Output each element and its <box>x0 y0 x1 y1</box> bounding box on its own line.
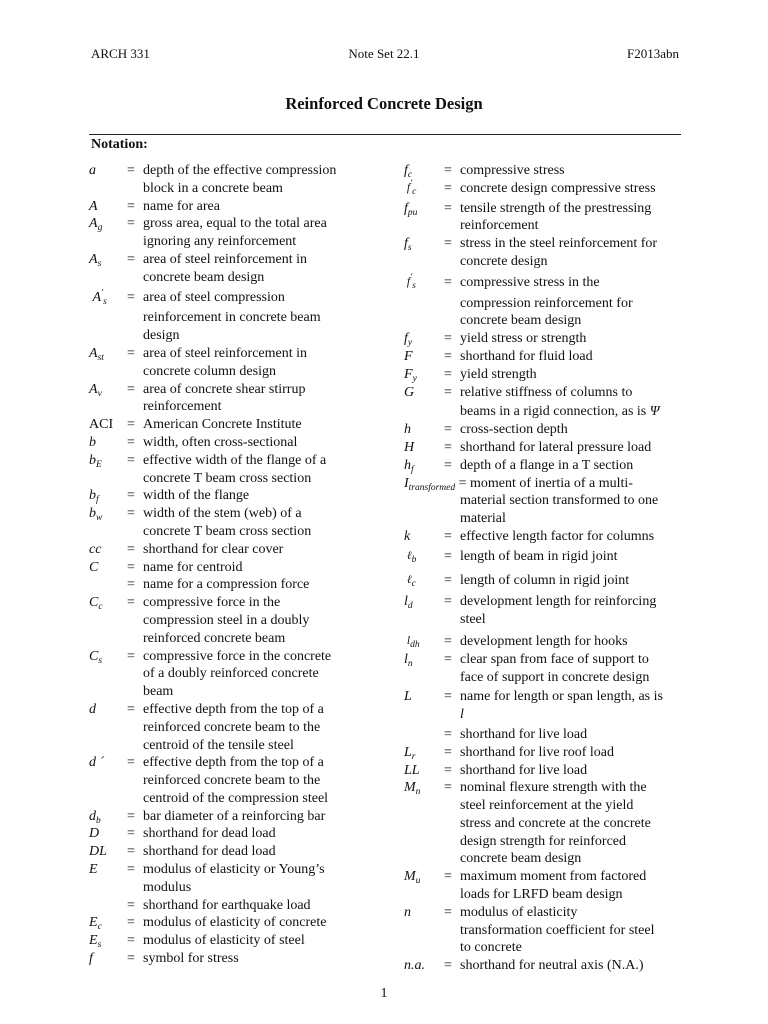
notation-entry <box>89 594 364 647</box>
notation-definition: bar diameter of a reinforcing bar <box>143 808 326 824</box>
equals-sign: = <box>127 488 135 504</box>
page-title: Reinforced Concrete Design <box>285 94 483 113</box>
notation-definition: clear span from face of support to face of support in concrete design <box>460 651 650 685</box>
notation-definition: symbol for stress <box>143 951 239 967</box>
notation-entry <box>404 868 689 904</box>
notation-symbol: k <box>404 528 411 544</box>
notation-entry <box>404 439 689 457</box>
notation-symbol: $f_y$ <box>404 331 413 349</box>
notation-symbol: $F_y$ <box>404 366 417 384</box>
notation-entry <box>89 541 364 559</box>
notation-symbol: $b_E$ <box>89 452 102 470</box>
notation-entry <box>89 416 364 434</box>
equals-sign: = <box>127 915 135 931</box>
notation-entry <box>404 548 689 566</box>
notation-entry <box>404 633 689 651</box>
notation-symbol: ℓ$_c$ <box>406 573 416 589</box>
notation-symbol: G <box>404 384 415 400</box>
notation-definition: concrete design compressive stress <box>460 180 656 196</box>
notation-definition: width, often cross-sectional <box>143 434 298 450</box>
notation-symbol: $A_g$ <box>89 216 103 234</box>
equals-sign: = <box>127 826 135 842</box>
notation-column-right <box>404 162 689 975</box>
notation-entry <box>404 330 689 348</box>
notation-definition: shorthand for neutral axis (N.A.) <box>460 958 644 974</box>
notation-definition: effective depth from the top of a reinforced concrete beam to the centroid of the tensile steel <box>143 701 324 753</box>
notation-definition: shorthand for earthquake load <box>143 897 311 913</box>
notation-symbol: d <box>89 701 96 717</box>
equals-sign: = <box>444 780 452 796</box>
notation-definition: shorthand for live load <box>460 726 588 742</box>
notation-entry <box>404 235 689 271</box>
notation-entry <box>404 904 689 957</box>
notation-entry <box>404 779 689 868</box>
notation-definition: shorthand for live load <box>460 762 588 778</box>
notation-definition: stress in the steel reinforcement for concrete design <box>460 236 658 269</box>
notation-symbol: D <box>89 826 100 842</box>
notation-definition: American Concrete Institute <box>143 417 302 433</box>
notation-entry <box>404 572 689 590</box>
notation-entry <box>404 384 689 422</box>
notation-entry <box>404 593 689 629</box>
notation-symbol: H <box>404 439 415 455</box>
notation-definition: effective width of the flange of a concrete T beam cross section <box>143 452 327 486</box>
notation-symbol: ℓ$_b$ <box>406 549 417 565</box>
notation-entry <box>89 861 364 897</box>
notation-symbol: E <box>89 862 98 878</box>
notation-entry <box>89 559 364 577</box>
notation-entry <box>404 162 689 180</box>
notation-definition: name for a compression force <box>143 577 310 593</box>
equals-sign: = <box>444 366 452 382</box>
equals-sign: = <box>444 163 452 178</box>
notation-entry <box>89 914 364 932</box>
notation-entry <box>89 897 364 915</box>
equals-sign: = <box>444 200 452 216</box>
equals-sign: = <box>444 633 452 649</box>
notation-symbol: n <box>404 904 411 920</box>
notation-symbol: $b_w$ <box>89 506 103 524</box>
notation-definition: relative stiffness of columns to beams in a rigid connection, as is Ψ <box>460 384 660 420</box>
equals-sign: = <box>444 572 452 588</box>
notation-entry <box>89 843 364 861</box>
equals-sign: = <box>127 808 135 824</box>
notation-definition: modulus of elasticity of concrete <box>143 915 327 931</box>
equals-sign: = <box>444 904 452 920</box>
notation-definition: development length for reinforcing steel <box>460 594 657 628</box>
notation-entry <box>404 726 689 744</box>
notation-symbol: d ´ <box>89 755 105 771</box>
notation-symbol: $M_n$ <box>404 780 421 798</box>
notation-definition: area of concrete shear stirrup reinforcement <box>143 381 306 415</box>
notation-definition: name for length or span length, as is l <box>460 689 663 723</box>
notation-entry <box>89 754 364 807</box>
notation-definition: effective depth from the top of a reinforced concrete beam to the centroid of the compression steel <box>143 755 329 806</box>
equals-sign: = <box>127 345 135 361</box>
equals-sign: = <box>127 844 135 860</box>
equals-sign: = <box>127 577 135 593</box>
notation-definition: nominal flexure strength with the steel reinforcement at the yield stress and concrete at the concrete design strength for reinforced concrete beam design <box>460 780 651 867</box>
notation-definition: shorthand for lateral pressure load <box>460 439 652 455</box>
notation-entry <box>404 688 689 724</box>
equals-sign: = <box>444 384 452 400</box>
notation-entry <box>89 345 364 381</box>
notation-entry <box>89 576 364 594</box>
notation-symbol: cc <box>89 541 102 557</box>
notation-symbol: $l_n$ <box>404 651 413 669</box>
notation-definition: shorthand for dead load <box>143 844 276 860</box>
notation-symbol: $b_f$ <box>89 488 99 506</box>
notation-symbol: $f_c$ <box>404 163 413 180</box>
notation-entry <box>404 366 689 384</box>
notation-entry <box>89 162 364 198</box>
notation-definition: length of beam in rigid joint <box>460 548 618 564</box>
notation-symbol: a <box>89 163 96 178</box>
equals-sign: = <box>444 236 452 252</box>
notation-definition: $I_{transformed}$ = moment of inertia of a multi- material section transformed to one material <box>404 475 659 527</box>
notation-definition: name for area <box>143 198 220 214</box>
notation-entry <box>404 651 689 687</box>
notation-symbol: $A'_s$ <box>92 287 107 307</box>
notation-entry <box>404 421 689 439</box>
page-number: 1 <box>380 986 388 1001</box>
equals-sign: = <box>127 648 135 664</box>
equals-sign: = <box>127 541 135 557</box>
notation-entry <box>404 180 689 198</box>
notation-symbol: C <box>89 559 99 575</box>
notation-symbol: $h_f$ <box>404 457 414 475</box>
notation-symbol: $C_s$ <box>89 648 103 666</box>
notation-symbol: $M_u$ <box>404 869 421 887</box>
equals-sign: = <box>127 251 135 267</box>
notation-entry <box>89 950 364 968</box>
equals-sign: = <box>444 726 452 742</box>
notation-definition: area of steel reinforcement in concrete column design <box>143 345 308 379</box>
notation-definition: compressive stress in the compression reinforcement for concrete beam design <box>460 274 633 329</box>
notation-definition: shorthand for fluid load <box>460 348 593 364</box>
notation-entry <box>89 505 364 541</box>
equals-sign: = <box>127 417 135 433</box>
notation-symbol: A <box>89 198 98 214</box>
notation-definition: shorthand for clear cover <box>143 541 284 557</box>
notation-symbol: h <box>404 422 411 438</box>
notation-definition: modulus of elasticity or Young’s modulus <box>143 862 325 895</box>
equals-sign: = <box>127 933 135 949</box>
equals-sign: = <box>127 862 135 878</box>
equals-sign: = <box>127 198 135 214</box>
equals-sign: = <box>444 331 452 347</box>
equals-sign: = <box>444 180 452 196</box>
equals-sign: = <box>444 689 452 705</box>
equals-sign: = <box>127 163 135 178</box>
equals-sign: = <box>127 434 135 450</box>
notation-definition: depth of a flange in a T section <box>460 457 634 473</box>
notation-entry <box>404 528 689 546</box>
notation-symbol: $f_{pu}$ <box>404 200 418 218</box>
notation-symbol: $f'_s$ <box>406 272 416 291</box>
equals-sign: = <box>127 755 135 771</box>
notation-symbol: f <box>89 951 93 967</box>
notation-entry <box>89 452 364 488</box>
notation-definition: tensile strength of the prestressing reinforcement <box>460 200 652 234</box>
notation-definition: gross area, equal to the total area ignoring any reinforcement <box>143 216 327 250</box>
equals-sign: = <box>444 457 452 473</box>
header-note-set: Note Set 22.1 <box>348 46 420 61</box>
notation-symbol: $f'_c$ <box>406 178 417 197</box>
equals-sign: = <box>444 348 452 364</box>
notation-entry <box>89 487 364 505</box>
notation-definition: shorthand for dead load <box>143 826 276 842</box>
notation-definition: yield strength <box>460 366 537 382</box>
notation-entry <box>89 434 364 452</box>
notation-symbol: ACI <box>89 417 114 433</box>
notation-entry <box>404 744 689 762</box>
notation-definition: compressive stress <box>460 163 565 178</box>
notation-symbol: $A_{st}$ <box>89 345 104 363</box>
equals-sign: = <box>127 701 135 717</box>
notation-entry <box>89 932 364 950</box>
notation-definition: name for centroid <box>143 559 243 575</box>
equals-sign: = <box>444 594 452 610</box>
equals-sign: = <box>127 381 135 397</box>
notation-definition: shorthand for live roof load <box>460 744 614 760</box>
notation-entry <box>89 808 364 826</box>
equals-sign: = <box>444 528 452 544</box>
section-label: Notation: <box>91 137 148 152</box>
notation-symbol: $C_c$ <box>89 595 103 613</box>
equals-sign: = <box>127 951 135 967</box>
notation-definition: area of steel compression reinforcement in concrete beam design <box>143 289 321 344</box>
notation-definition: modulus of elasticity transformation coefficient for steel to concrete <box>460 904 655 956</box>
notation-entry <box>404 957 689 975</box>
notation-symbol: $E_s$ <box>89 933 102 951</box>
notation-definition: area of steel reinforcement in concrete beam design <box>143 251 308 285</box>
equals-sign: = <box>127 506 135 522</box>
notation-symbol: LL <box>404 762 420 778</box>
notation-entry <box>89 701 364 754</box>
section-rule <box>89 134 681 135</box>
notation-definition: yield stress or strength <box>460 331 587 347</box>
notation-symbol: b <box>89 434 96 450</box>
notation-definition: width of the stem (web) of a concrete T beam cross section <box>143 506 312 539</box>
notation-symbol: $A_v$ <box>89 381 102 399</box>
notation-definition: depth of the effective compression block in a concrete beam <box>143 163 337 196</box>
notation-symbol: L <box>404 689 412 705</box>
equals-sign: = <box>127 452 135 468</box>
equals-sign: = <box>127 559 135 575</box>
equals-sign: = <box>127 897 135 913</box>
notation-definition: modulus of elasticity of steel <box>143 933 305 949</box>
equals-sign: = <box>444 869 452 885</box>
notation-entry <box>404 348 689 366</box>
header-course: ARCH 331 <box>91 46 150 61</box>
notation-definition: maximum moment from factored loads for LRFD beam design <box>460 869 647 903</box>
equals-sign: = <box>444 762 452 778</box>
equals-sign: = <box>127 289 135 305</box>
notation-entry <box>404 457 689 475</box>
notation-entry <box>89 215 364 251</box>
notation-definition: effective length factor for columns <box>460 528 655 544</box>
notation-entry <box>404 475 689 528</box>
notation-column-left <box>89 162 364 968</box>
notation-definition: compressive force in the concrete of a doubly reinforced concrete beam <box>143 648 332 700</box>
notation-symbol: $l_d$ <box>404 594 413 612</box>
equals-sign: = <box>444 422 452 438</box>
notation-symbol: $d_b$ <box>89 808 101 826</box>
equals-sign: = <box>127 595 135 611</box>
notation-entry <box>89 648 364 701</box>
equals-sign: = <box>444 651 452 667</box>
notation-entry <box>404 762 689 780</box>
equals-sign: = <box>444 548 452 564</box>
notation-definition: cross-section depth <box>460 422 568 438</box>
equals-sign: = <box>444 439 452 455</box>
notation-definition: width of the flange <box>143 488 250 504</box>
notation-entry <box>89 289 364 345</box>
notation-symbol: $L_r$ <box>404 744 416 762</box>
notation-entry <box>404 274 689 330</box>
notation-symbol: $f_s$ <box>404 236 412 254</box>
notation-symbol: $l_{dh}$ <box>406 634 420 650</box>
notation-definition: compressive force in the compression steel in a doubly reinforced concrete beam <box>143 595 310 646</box>
equals-sign: = <box>444 274 452 290</box>
notation-symbol: F <box>404 348 413 364</box>
notation-entry <box>89 251 364 287</box>
notation-symbol: $E_c$ <box>89 915 102 933</box>
notation-symbol: n.a. <box>404 958 425 974</box>
equals-sign: = <box>444 958 452 974</box>
equals-sign: = <box>127 216 135 232</box>
notation-entry <box>89 198 364 216</box>
notation-entry <box>404 200 689 236</box>
header-term: F2013abn <box>627 46 679 61</box>
equals-sign: = <box>444 744 452 760</box>
notation-definition: length of column in rigid joint <box>460 572 630 588</box>
notation-symbol: DL <box>89 844 107 860</box>
notation-entry <box>89 381 364 417</box>
notation-entry <box>89 825 364 843</box>
notation-symbol: $A_s$ <box>89 251 102 269</box>
notation-definition: development length for hooks <box>460 633 628 649</box>
